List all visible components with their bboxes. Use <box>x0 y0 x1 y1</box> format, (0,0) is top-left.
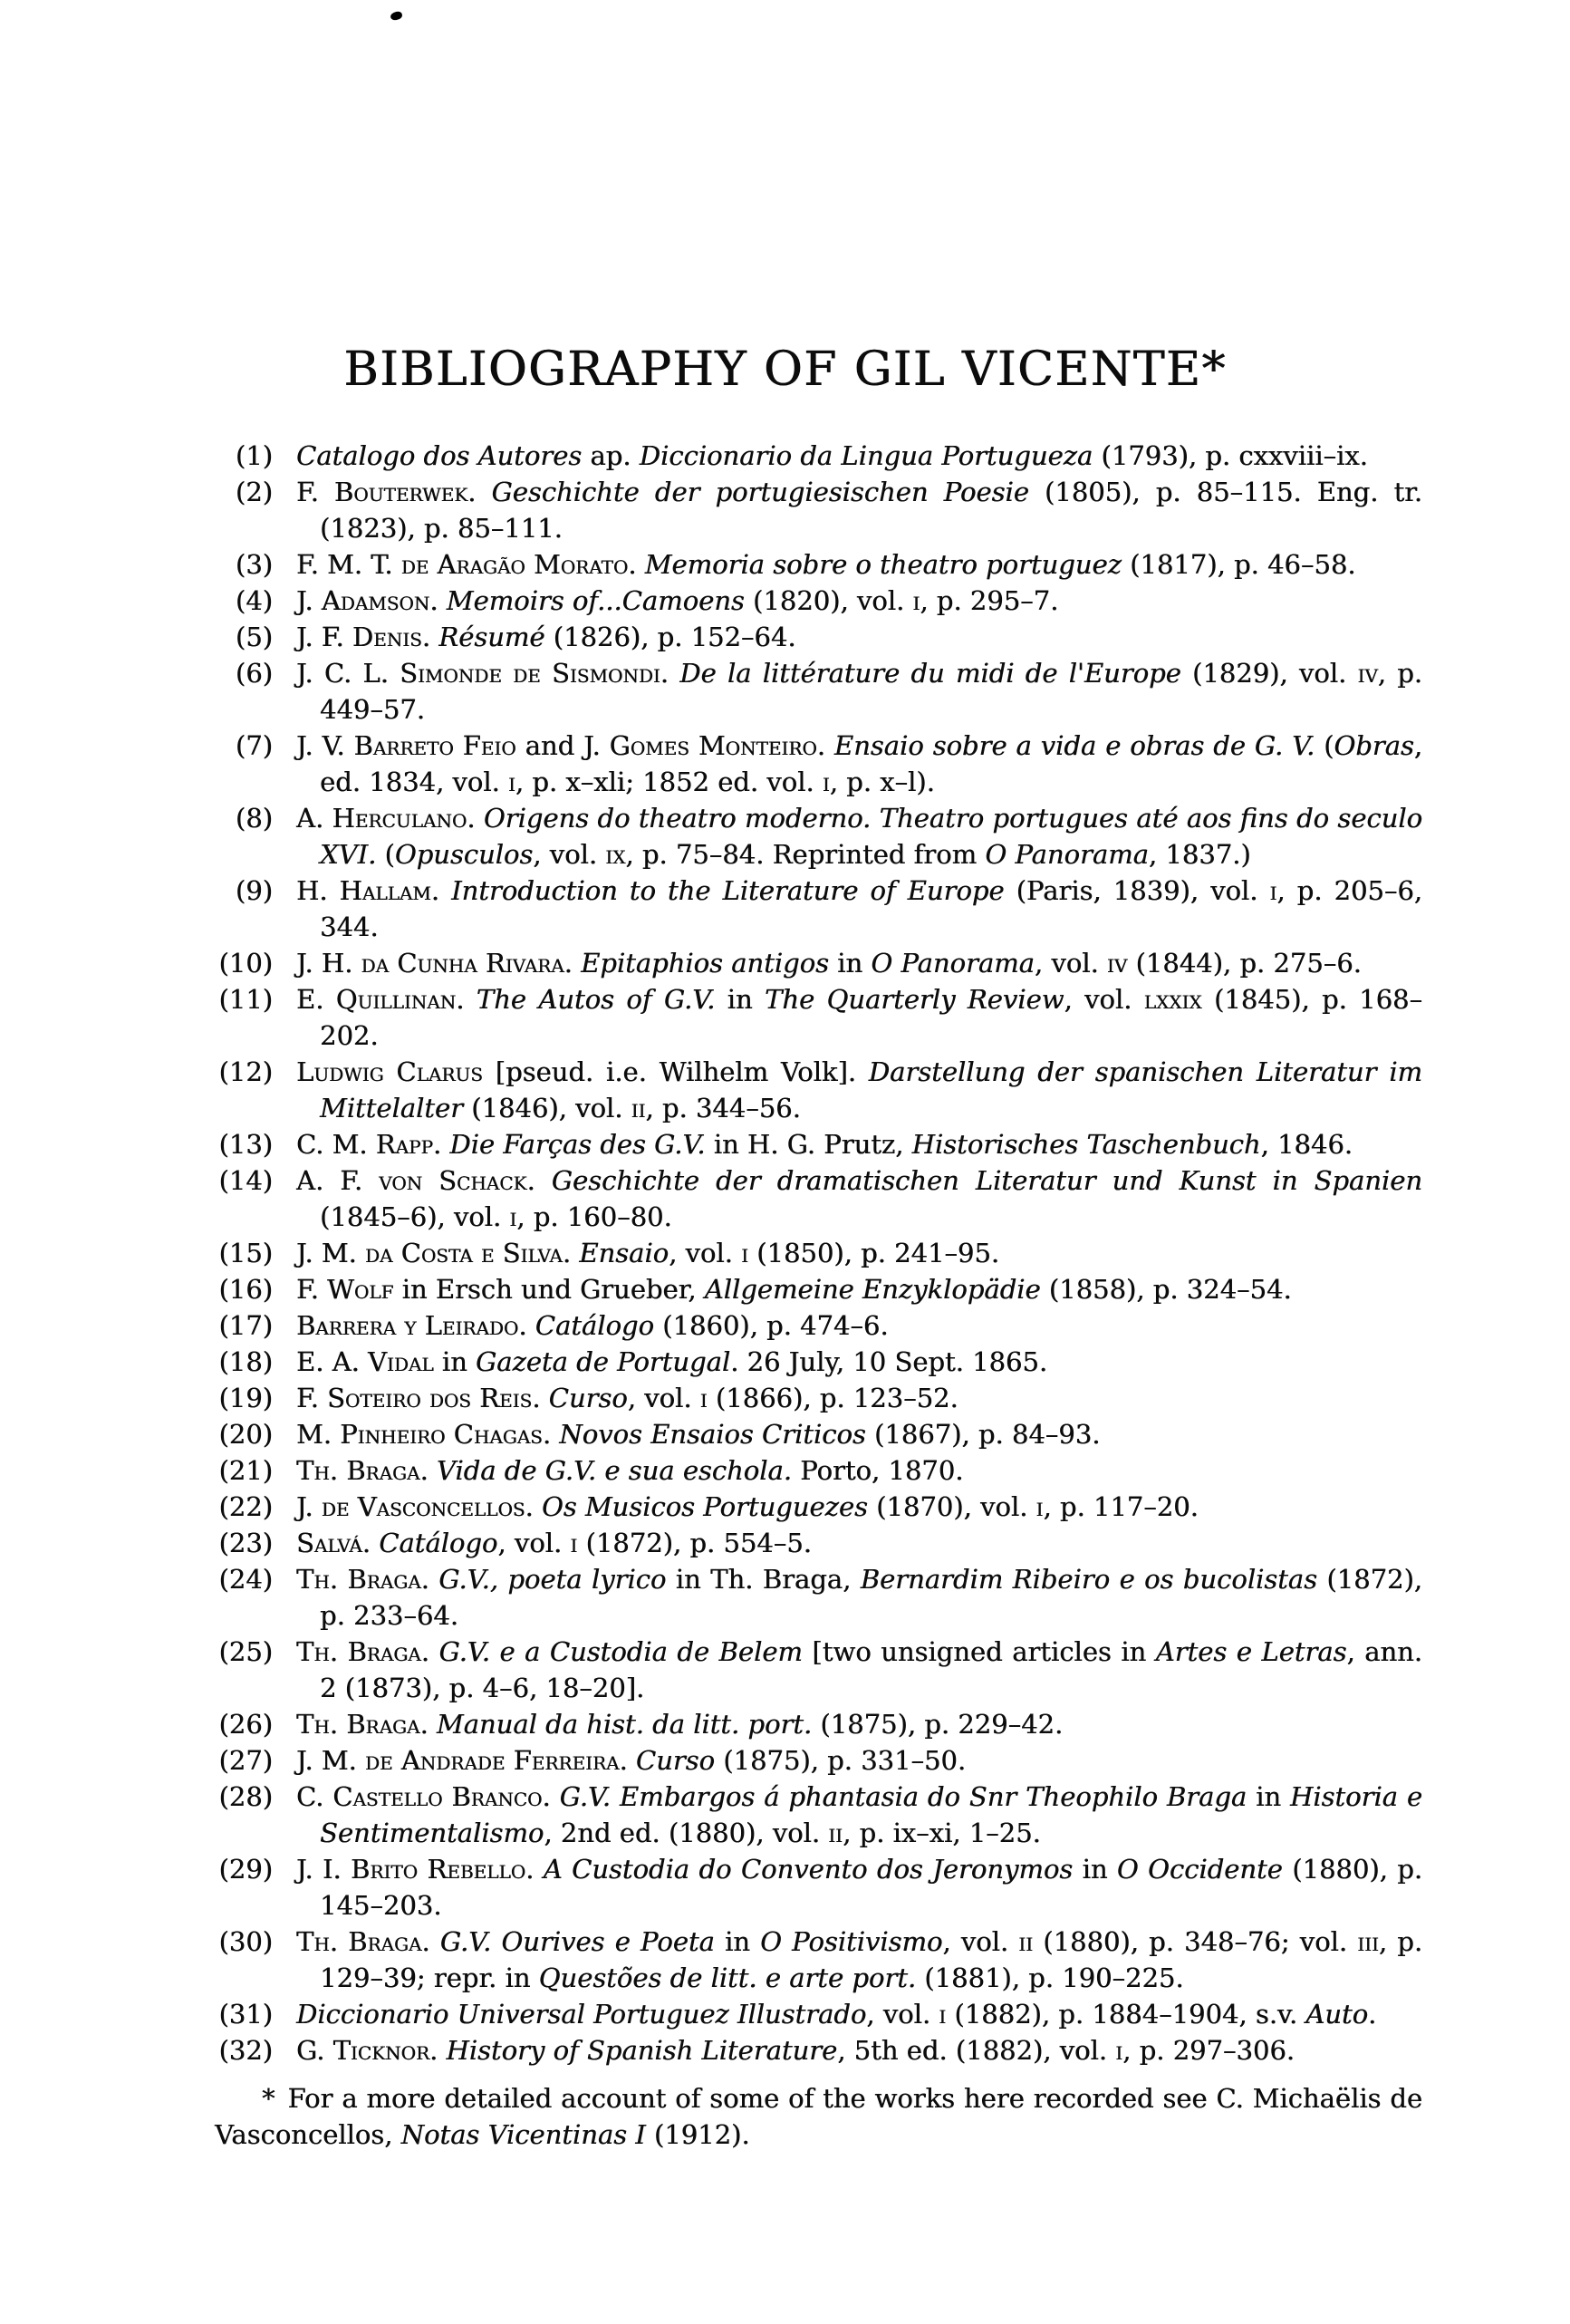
text-segment: i <box>822 767 830 797</box>
text-segment: i <box>507 767 515 797</box>
text-segment: Memoirs of...Camoens <box>446 585 745 616</box>
bibliography-entry <box>215 1126 1422 1162</box>
text-segment <box>534 1854 543 1885</box>
text-segment: J. M. da Costa e Silva. <box>296 1238 572 1268</box>
entry-number: (18) <box>218 1346 273 1377</box>
bibliography-entry <box>215 1162 1422 1235</box>
entry-number: (16) <box>218 1274 273 1305</box>
entry-number: (20) <box>218 1419 273 1450</box>
text-segment: , p. x–xli; 1852 ed. vol. <box>515 767 823 797</box>
bibliography-entry <box>215 873 1422 945</box>
text-segment: Ensaio <box>579 1238 669 1268</box>
text-segment: [two unsigned articles in <box>802 1636 1156 1667</box>
text-segment: Geschichte der portugiesischen Poesie <box>491 477 1029 507</box>
text-segment: C. M. Rapp. <box>296 1129 442 1160</box>
text-segment: , p. 297–306. <box>1122 2035 1295 2066</box>
entry-number: (14) <box>218 1165 273 1196</box>
entry-number: (12) <box>218 1056 273 1087</box>
entry-number: (22) <box>218 1491 273 1522</box>
entry-number: (9) <box>235 875 273 906</box>
text-segment <box>527 1310 535 1341</box>
text-segment <box>628 1745 636 1776</box>
text-segment: A. Herculano. <box>296 803 476 834</box>
text-segment: ii <box>631 1093 646 1123</box>
text-segment <box>476 477 491 507</box>
text-segment <box>534 1491 542 1522</box>
bibliography-entry <box>215 1452 1422 1489</box>
text-segment: G.V. Ourives e Poeta <box>439 1926 715 1957</box>
text-segment: ( <box>1315 730 1334 761</box>
bibliography-entry <box>215 438 1422 474</box>
text-segment: (1829), vol. <box>1180 658 1358 689</box>
text-segment <box>429 1564 438 1595</box>
text-segment: in <box>433 1346 476 1377</box>
text-segment: , vol. <box>533 839 606 870</box>
page-title: BIBLIOGRAPHY OF GIL VICENTE* <box>343 342 1227 397</box>
text-segment: i <box>699 1383 708 1413</box>
text-segment: Obras <box>1334 730 1414 761</box>
entry-number: (26) <box>218 1709 273 1740</box>
entry-number: (4) <box>235 585 273 616</box>
text-segment <box>573 948 581 979</box>
bibliography-entry <box>215 945 1422 981</box>
text-segment: (1793), p. cxxviii–ix. <box>1093 440 1368 471</box>
entry-number: (24) <box>218 1564 273 1595</box>
footnote-asterisk: * <box>262 2083 275 2114</box>
text-segment: J. Gomes Monteiro. <box>583 730 825 761</box>
text-segment: Historisches Taschenbuch <box>911 1129 1261 1160</box>
text-segment: O Positivismo <box>760 1926 943 1957</box>
text-segment: O Panorama <box>985 839 1149 870</box>
text-segment: (1912). <box>645 2119 750 2150</box>
text-segment: (1870), vol. <box>867 1491 1036 1522</box>
entry-number: (31) <box>218 1999 273 2030</box>
text-segment: Porto, 1870. <box>791 1455 964 1486</box>
text-block <box>215 438 1422 2153</box>
text-segment <box>430 622 438 652</box>
text-segment: (1850), p. 241–95. <box>747 1238 1000 1268</box>
text-segment: , 1837.) <box>1148 839 1251 870</box>
text-segment: ii <box>1018 1926 1034 1957</box>
text-segment: Origens do theatro moderno. Theatro portugues até aos fins do seculo XVI. <box>320 803 1423 870</box>
text-segment: ix <box>605 839 626 870</box>
text-segment <box>464 984 476 1015</box>
text-segment: For a more detailed account of some of the works here recorded see C. Michaëlis de Vasconcellos, <box>215 2083 1422 2150</box>
text-segment: Th. Braga. <box>296 1455 429 1486</box>
text-segment: (1845), p. 168–202. <box>320 984 1422 1051</box>
bibliography-entry <box>215 1634 1422 1706</box>
bibliography-entry <box>215 981 1422 1054</box>
entry-number: (15) <box>218 1238 273 1268</box>
entry-number: (29) <box>218 1854 273 1885</box>
text-segment: F. Soteiro dos Reis. <box>296 1383 541 1413</box>
bibliography-entry <box>215 1779 1422 1851</box>
bibliography-entry <box>215 1525 1422 1561</box>
text-segment: ap. <box>582 440 640 471</box>
entry-number: (19) <box>218 1383 273 1413</box>
text-segment: J. de Vasconcellos. <box>296 1491 534 1522</box>
bibliography-entry <box>215 1996 1422 2032</box>
text-segment: Th. Braga. <box>296 1709 429 1740</box>
text-segment: (1866), p. 123–52. <box>707 1383 958 1413</box>
text-segment: (1875), p. 331–50. <box>714 1745 967 1776</box>
entry-number: (27) <box>218 1745 273 1776</box>
entry-number: (23) <box>218 1528 273 1558</box>
text-segment: i <box>1115 2035 1123 2066</box>
bibliography-entry <box>215 1380 1422 1416</box>
text-segment: Catálogo <box>379 1528 498 1558</box>
text-segment: iv <box>1357 658 1378 689</box>
text-segment: (1844), p. 275–6. <box>1127 948 1362 979</box>
text-segment: i <box>912 585 920 616</box>
text-segment: (1826), p. 152–64. <box>544 622 796 652</box>
text-segment <box>551 1781 560 1812</box>
text-segment: (1858), p. 324–54. <box>1040 1274 1292 1305</box>
bibliography-entry <box>215 1851 1422 1924</box>
text-segment: Th. Braga. <box>296 1926 430 1957</box>
text-segment: , vol. <box>866 1999 939 2030</box>
text-segment: , vol. <box>1064 984 1144 1015</box>
text-segment <box>438 585 447 616</box>
entry-number: (30) <box>218 1926 273 1957</box>
text-segment: (1846), vol. <box>462 1093 631 1123</box>
text-segment: in Th. Braga, <box>666 1564 861 1595</box>
text-segment: [pseud. i.e. Wilhelm Volk]. <box>482 1056 869 1087</box>
text-segment: (1860), p. 474–6. <box>653 1310 889 1341</box>
bibliography-entry <box>215 1561 1422 1634</box>
entry-number: (32) <box>218 2035 273 2066</box>
text-segment: in <box>1073 1854 1117 1885</box>
text-segment: Gazeta de Portugal <box>475 1346 731 1377</box>
text-segment: Curso <box>635 1745 715 1776</box>
text-segment: ( <box>376 839 395 870</box>
text-segment: J. V. Barreto Feio <box>296 730 516 761</box>
text-segment: G.V., poeta lyrico <box>438 1564 667 1595</box>
text-segment: , p. 75–84. Reprinted from <box>625 839 986 870</box>
text-segment: Diccionario da Lingua Portugueza <box>639 440 1093 471</box>
text-segment: G. Ticknor. <box>296 2035 438 2066</box>
text-segment: iii <box>1357 1926 1379 1957</box>
bibliography-entry <box>215 1307 1422 1344</box>
text-segment: , p. 295–7. <box>920 585 1059 616</box>
text-segment: (1875), p. 229–42. <box>812 1709 1064 1740</box>
text-segment: (1881), p. 190–225. <box>916 1962 1184 1993</box>
text-segment <box>636 549 644 580</box>
entry-number: (13) <box>218 1129 273 1160</box>
text-segment: , p. 129–39; repr. in <box>320 1926 1423 1993</box>
entry-number: (10) <box>218 948 273 979</box>
text-segment <box>439 875 451 906</box>
text-segment: Th. Braga. <box>296 1564 429 1595</box>
bibliography-entry <box>215 546 1422 583</box>
text-segment: , vol. <box>942 1926 1019 1957</box>
text-segment: Résumé <box>438 622 545 652</box>
text-segment: Catálogo <box>535 1310 654 1341</box>
text-segment: Epitaphios antigos <box>581 948 829 979</box>
bibliography-entry <box>215 1742 1422 1779</box>
text-segment: C. Castello Branco. <box>296 1781 551 1812</box>
text-segment: (1872), p. 233–64. <box>320 1564 1423 1631</box>
text-segment: . 26 July, 10 Sept. 1865. <box>730 1346 1048 1377</box>
text-segment: iv <box>1106 948 1128 979</box>
text-segment: , p. ix–xi, 1–25. <box>843 1818 1041 1848</box>
text-segment: , vol. <box>1034 948 1107 979</box>
text-segment: Geschichte der dramatischen Literatur und Kunst in Spanien <box>551 1165 1423 1196</box>
entry-number: (7) <box>235 730 273 761</box>
text-segment: (1867), p. 84–93. <box>865 1419 1101 1450</box>
entry-number: (1) <box>235 440 273 471</box>
text-segment: The Autos of G.V. <box>476 984 716 1015</box>
bibliography-entry <box>215 1271 1422 1307</box>
text-segment: , p. 117–20. <box>1043 1491 1199 1522</box>
text-segment: M. Pinheiro Chagas. <box>296 1419 552 1450</box>
text-segment: , ed. 1834, vol. <box>320 730 1423 797</box>
text-segment <box>669 658 679 689</box>
text-segment: (1820), vol. <box>744 585 913 616</box>
text-segment: J. Adamson. <box>296 585 438 616</box>
text-segment: J. M. de Andrade Ferreira. <box>296 1745 628 1776</box>
text-segment: J. F. Denis. <box>296 622 431 652</box>
text-segment: The Quarterly Review <box>764 984 1064 1015</box>
text-segment: Artes e Letras <box>1155 1636 1347 1667</box>
text-segment: J. H. da Cunha Rivara. <box>296 948 573 979</box>
text-segment: Introduction to the Literature of Europe <box>451 875 1005 906</box>
text-segment: Diccionario Universal Portuguez Illustrado <box>296 1999 867 2030</box>
text-segment: G.V. e a Custodia de Belem <box>438 1636 803 1667</box>
text-segment <box>430 1926 440 1957</box>
text-segment: J. I. Brito Rebello. <box>296 1854 535 1885</box>
text-segment: Questões de litt. e arte port. <box>538 1962 917 1993</box>
text-segment: i <box>570 1528 578 1558</box>
text-segment: Ludwig Clarus <box>296 1056 483 1087</box>
text-segment: Auto <box>1305 1999 1369 2030</box>
text-segment: Historia e Sentimentalismo <box>320 1781 1422 1848</box>
text-segment: , p. 205–6, 344. <box>320 875 1422 942</box>
text-segment: Vida de G.V. e sua eschola. <box>436 1455 792 1486</box>
text-segment: lxxix <box>1143 984 1202 1015</box>
text-segment: , p. 449–57. <box>320 658 1423 725</box>
text-segment: A Custodia do Convento dos Jeronymos <box>543 1854 1074 1885</box>
text-segment <box>429 1455 437 1486</box>
text-segment: (1805), p. 85–115. Eng. tr. (1823), p. 85–111. <box>320 477 1423 544</box>
text-segment: Catalogo dos Autores <box>296 440 583 471</box>
bibliography-entry <box>215 1416 1422 1452</box>
text-segment: i <box>1269 875 1277 906</box>
text-segment: De la littérature du midi de l'Europe <box>679 658 1181 689</box>
text-segment: Opusculos <box>394 839 534 870</box>
bibliography-entry <box>215 728 1422 800</box>
entry-number: (17) <box>218 1310 273 1341</box>
text-segment: (1880), p. 145–203. <box>320 1854 1423 1921</box>
text-segment <box>429 1636 439 1667</box>
text-segment: E. Quillinan. <box>296 984 465 1015</box>
entry-number: (11) <box>218 984 273 1015</box>
text-segment: Darstellung der spanischen Literatur im Mittelalter <box>320 1056 1422 1123</box>
text-segment: i <box>939 1999 947 2030</box>
bibliography-entry <box>215 655 1422 728</box>
text-segment <box>429 1709 437 1740</box>
bibliography-entry <box>215 800 1422 873</box>
text-segment: Th. Braga. <box>296 1636 429 1667</box>
text-segment: , p. x–l). <box>829 767 935 797</box>
bibliography-entry <box>215 474 1422 546</box>
entry-number: (6) <box>235 658 273 689</box>
text-segment: (1882), p. 1884–1904, s.v. <box>946 1999 1306 2030</box>
text-segment: Novos Ensaios Criticos <box>559 1419 866 1450</box>
text-segment: Allgemeine Enzyklopädie <box>704 1274 1041 1305</box>
entry-number: (8) <box>235 803 273 834</box>
text-segment <box>825 730 834 761</box>
text-segment: F. Bouterwek. <box>296 477 477 507</box>
text-segment: i <box>741 1238 748 1268</box>
text-segment: Ensaio sobre a vida e obras de G. V. <box>833 730 1315 761</box>
text-segment: Bernardim Ribeiro e os bucolistas <box>860 1564 1317 1595</box>
text-segment: A. F. von Schack. <box>296 1165 535 1196</box>
text-segment: Salvá. <box>296 1528 371 1558</box>
text-segment: Manual da hist. da litt. port. <box>436 1709 813 1740</box>
text-segment <box>551 1419 559 1450</box>
entry-number: (28) <box>218 1781 273 1812</box>
entry-number: (21) <box>218 1455 273 1486</box>
text-segment: History of Spanish Literature <box>446 2035 838 2066</box>
text-segment: , 1846. <box>1260 1129 1353 1160</box>
text-segment: in Ersch und Grueber, <box>393 1274 705 1305</box>
text-segment <box>475 803 483 834</box>
text-segment: Curso <box>548 1383 628 1413</box>
text-segment <box>441 1129 449 1160</box>
entry-number: (25) <box>218 1636 273 1667</box>
text-segment <box>540 1383 548 1413</box>
text-segment: Notas Vicentinas I <box>400 2119 646 2150</box>
bibliography-entry <box>215 1235 1422 1271</box>
text-segment: F. Wolf <box>296 1274 394 1305</box>
text-segment: O Occidente <box>1116 1854 1283 1885</box>
text-segment: , 2nd ed. (1880), vol. <box>544 1818 829 1848</box>
bibliography-entry <box>215 1489 1422 1525</box>
text-segment: in <box>714 1926 761 1957</box>
text-segment: and <box>515 730 584 761</box>
bibliography-entry <box>215 583 1422 619</box>
text-segment: , p. 344–56. <box>645 1093 801 1123</box>
text-segment: , vol. <box>497 1528 571 1558</box>
bibliography-list <box>215 438 1422 2068</box>
ink-speck <box>390 11 402 21</box>
bibliography-entry <box>215 1924 1422 1996</box>
text-segment: O Panorama <box>871 948 1035 979</box>
text-segment: G.V. Embargos á phantasia do Snr Theophilo Braga <box>559 1781 1247 1812</box>
bibliography-entry <box>215 1706 1422 1742</box>
bibliography-entry <box>215 1344 1422 1380</box>
text-segment <box>571 1238 579 1268</box>
text-segment: i <box>509 1201 517 1232</box>
text-segment: , ann. 2 (1873), p. 4–6, 18–20]. <box>320 1636 1423 1703</box>
text-segment: (1872), p. 554–5. <box>577 1528 812 1558</box>
text-segment: (1880), p. 348–76; vol. <box>1033 1926 1358 1957</box>
text-segment: (1845–6), vol. <box>320 1201 510 1232</box>
text-segment: in <box>1247 1781 1290 1812</box>
footnote <box>215 2080 1422 2153</box>
text-segment: in <box>828 948 872 979</box>
text-segment: , vol. <box>627 1383 700 1413</box>
text-segment <box>535 1165 552 1196</box>
text-segment: Os Musicos Portuguezes <box>541 1491 868 1522</box>
text-segment: (1817), p. 46–58. <box>1121 549 1356 580</box>
text-segment: , p. 160–80. <box>516 1201 672 1232</box>
text-segment: E. A. Vidal <box>296 1346 434 1377</box>
bibliography-entry <box>215 1054 1422 1126</box>
text-segment: J. C. L. Simonde de Sismondi. <box>296 658 669 689</box>
text-segment: . <box>1368 1999 1377 2030</box>
text-segment <box>371 1528 379 1558</box>
entry-number: (5) <box>235 622 273 652</box>
text-segment: ii <box>828 1818 843 1848</box>
text-segment: (Paris, 1839), vol. <box>1004 875 1270 906</box>
bibliography-entry <box>215 619 1422 655</box>
text-segment: , 5th ed. (1882), vol. <box>837 2035 1116 2066</box>
text-segment: F. M. T. de Aragão Morato. <box>296 549 637 580</box>
entry-number: (3) <box>235 549 273 580</box>
text-segment: Memoria sobre o theatro portuguez <box>644 549 1122 580</box>
text-segment: i <box>1035 1491 1044 1522</box>
text-segment: in <box>715 984 765 1015</box>
text-segment: H. Hallam. <box>296 875 439 906</box>
entry-number: (2) <box>235 477 273 507</box>
text-segment: in H. G. Prutz, <box>705 1129 912 1160</box>
text-segment: , vol. <box>669 1238 742 1268</box>
text-segment: Barrera y Leirado. <box>296 1310 527 1341</box>
text-segment: Die Farças des G.V. <box>449 1129 706 1160</box>
bibliography-entry <box>215 2032 1422 2068</box>
